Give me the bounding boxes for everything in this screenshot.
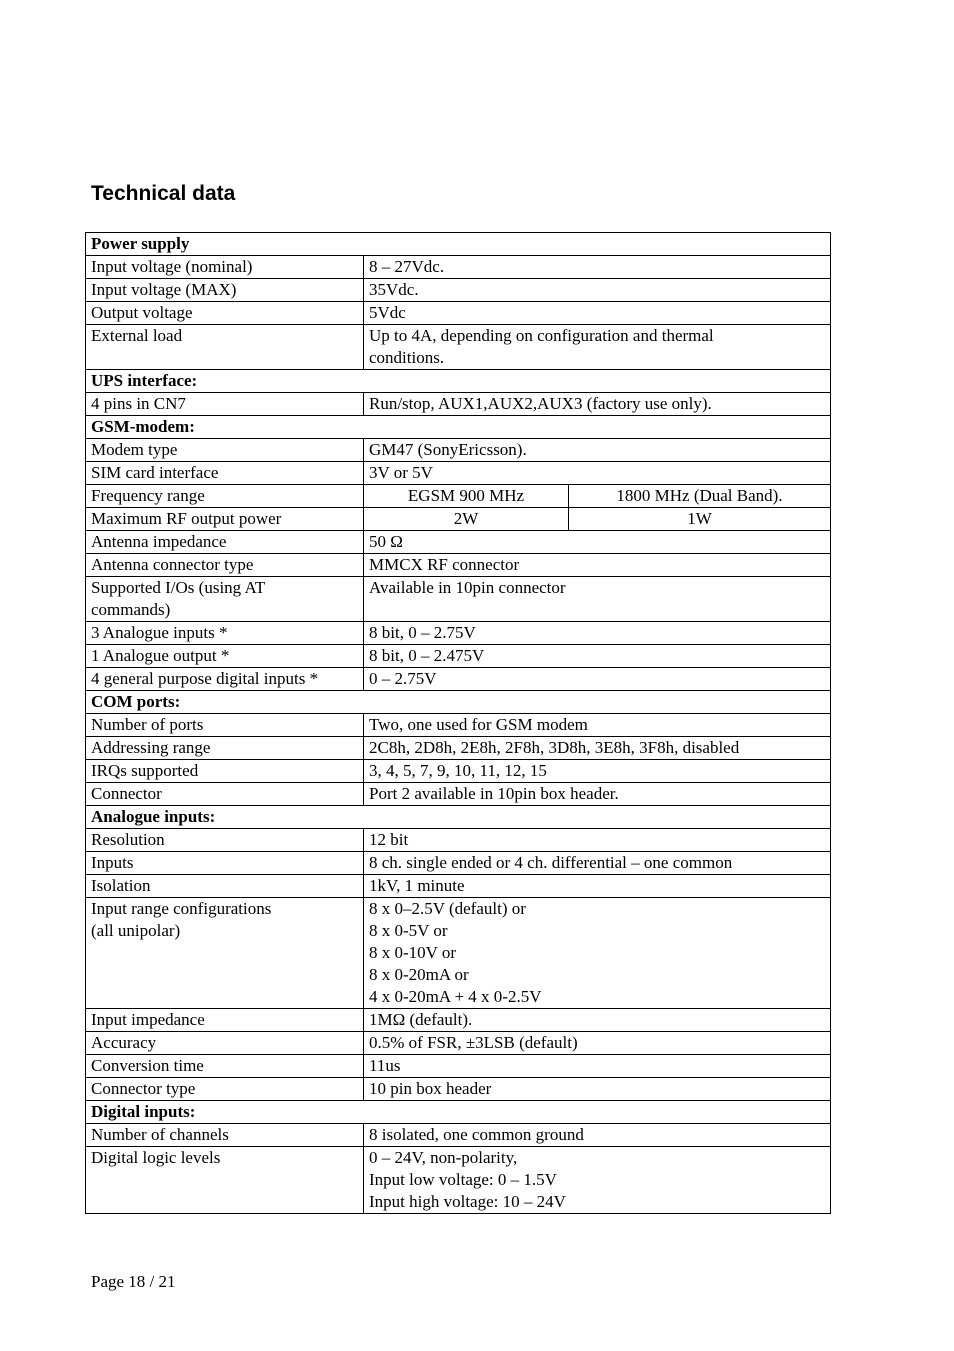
spec-label: Antenna connector type	[86, 554, 364, 577]
spec-label: 4 pins in CN7	[86, 393, 364, 416]
spec-label: Conversion time	[86, 1055, 364, 1078]
spec-row	[86, 852, 831, 875]
spec-label: Input range configurations (all unipolar)	[86, 898, 364, 1009]
spec-value: Up to 4A, depending on configuration and thermal conditions.	[364, 325, 831, 370]
spec-label: Maximum RF output power	[86, 508, 364, 531]
spec-label: Connector type	[86, 1078, 364, 1101]
spec-value: 8 x 0–2.5V (default) or 8 x 0-5V or 8 x 0-10V or 8 x 0-20mA or 4 x 0-20mA + 4 x 0-2.5V	[364, 898, 831, 1009]
spec-row	[86, 279, 831, 302]
spec-label: 4 general purpose digital inputs *	[86, 668, 364, 691]
section-header-row	[86, 691, 831, 714]
spec-label: Input voltage (MAX)	[86, 279, 364, 302]
spec-row	[86, 622, 831, 645]
spec-value: 0 – 24V, non-polarity, Input low voltage: 0 – 1.5V Input high voltage: 10 – 24V	[364, 1147, 831, 1214]
spec-value: 1800 MHz (Dual Band).	[569, 485, 831, 508]
spec-value: 1MΩ (default).	[364, 1009, 831, 1032]
spec-label: Digital logic levels	[86, 1147, 364, 1214]
spec-value: Run/stop, AUX1,AUX2,AUX3 (factory use only).	[364, 393, 831, 416]
spec-label: Resolution	[86, 829, 364, 852]
technical-data-table	[85, 232, 831, 1214]
spec-label: Isolation	[86, 875, 364, 898]
spec-label: Number of ports	[86, 714, 364, 737]
spec-row	[86, 645, 831, 668]
spec-label: Frequency range	[86, 485, 364, 508]
spec-value: 12 bit	[364, 829, 831, 852]
page-heading: Technical data	[91, 182, 236, 205]
spec-label: 3 Analogue inputs *	[86, 622, 364, 645]
spec-row	[86, 577, 831, 622]
spec-row	[86, 714, 831, 737]
spec-label: SIM card interface	[86, 462, 364, 485]
section-title: Power supply	[86, 233, 831, 256]
technical-data-table-body	[86, 233, 831, 1214]
spec-value: MMCX RF connector	[364, 554, 831, 577]
section-title: GSM-modem:	[86, 416, 831, 439]
section-title: COM ports:	[86, 691, 831, 714]
spec-label: Accuracy	[86, 1032, 364, 1055]
spec-row	[86, 439, 831, 462]
spec-row	[86, 1032, 831, 1055]
spec-value: 0 – 2.75V	[364, 668, 831, 691]
spec-label: 1 Analogue output *	[86, 645, 364, 668]
spec-row	[86, 668, 831, 691]
section-title: Digital inputs:	[86, 1101, 831, 1124]
spec-value: GM47 (SonyEricsson).	[364, 439, 831, 462]
spec-value: 8 isolated, one common ground	[364, 1124, 831, 1147]
spec-row	[86, 1147, 831, 1214]
spec-row	[86, 1078, 831, 1101]
spec-row	[86, 829, 831, 852]
spec-row	[86, 737, 831, 760]
spec-label: Antenna impedance	[86, 531, 364, 554]
spec-value: 0.5% of FSR, ±3LSB (default)	[364, 1032, 831, 1055]
spec-row	[86, 554, 831, 577]
spec-value: Port 2 available in 10pin box header.	[364, 783, 831, 806]
section-header-row	[86, 1101, 831, 1124]
spec-value: 8 ch. single ended or 4 ch. differential – one common	[364, 852, 831, 875]
section-title: UPS interface:	[86, 370, 831, 393]
spec-value: 8 bit, 0 – 2.475V	[364, 645, 831, 668]
spec-row	[86, 462, 831, 485]
spec-value: 2C8h, 2D8h, 2E8h, 2F8h, 3D8h, 3E8h, 3F8h, disabled	[364, 737, 831, 760]
section-header-row	[86, 806, 831, 829]
spec-value: 10 pin box header	[364, 1078, 831, 1101]
section-header-row	[86, 233, 831, 256]
spec-label: IRQs supported	[86, 760, 364, 783]
spec-label: Number of channels	[86, 1124, 364, 1147]
spec-label: Input impedance	[86, 1009, 364, 1032]
section-title: Analogue inputs:	[86, 806, 831, 829]
section-header-row	[86, 370, 831, 393]
spec-row	[86, 256, 831, 279]
spec-label: Output voltage	[86, 302, 364, 325]
spec-row	[86, 1124, 831, 1147]
spec-value: 3V or 5V	[364, 462, 831, 485]
spec-value: 11us	[364, 1055, 831, 1078]
spec-value: Available in 10pin connector	[364, 577, 831, 622]
spec-label: Addressing range	[86, 737, 364, 760]
spec-row	[86, 325, 831, 370]
spec-row	[86, 783, 831, 806]
spec-row	[86, 531, 831, 554]
spec-row	[86, 302, 831, 325]
spec-label: Input voltage (nominal)	[86, 256, 364, 279]
spec-row	[86, 1055, 831, 1078]
spec-value: 8 bit, 0 – 2.75V	[364, 622, 831, 645]
page-footer: Page 18 / 21	[91, 1272, 176, 1291]
spec-label: Connector	[86, 783, 364, 806]
spec-row	[86, 393, 831, 416]
spec-row	[86, 875, 831, 898]
spec-row	[86, 508, 831, 531]
spec-row	[86, 485, 831, 508]
spec-value: 2W	[364, 508, 569, 531]
spec-label: Inputs	[86, 852, 364, 875]
spec-value: 35Vdc.	[364, 279, 831, 302]
spec-value: 5Vdc	[364, 302, 831, 325]
spec-row	[86, 760, 831, 783]
spec-value: EGSM 900 MHz	[364, 485, 569, 508]
spec-row	[86, 898, 831, 1009]
spec-row	[86, 1009, 831, 1032]
spec-value: 1kV, 1 minute	[364, 875, 831, 898]
spec-value: 50 Ω	[364, 531, 831, 554]
spec-value: 1W	[569, 508, 831, 531]
spec-value: 3, 4, 5, 7, 9, 10, 11, 12, 15	[364, 760, 831, 783]
spec-label: External load	[86, 325, 364, 370]
spec-value: Two, one used for GSM modem	[364, 714, 831, 737]
spec-label: Supported I/Os (using AT commands)	[86, 577, 364, 622]
section-header-row	[86, 416, 831, 439]
spec-value: 8 – 27Vdc.	[364, 256, 831, 279]
spec-label: Modem type	[86, 439, 364, 462]
